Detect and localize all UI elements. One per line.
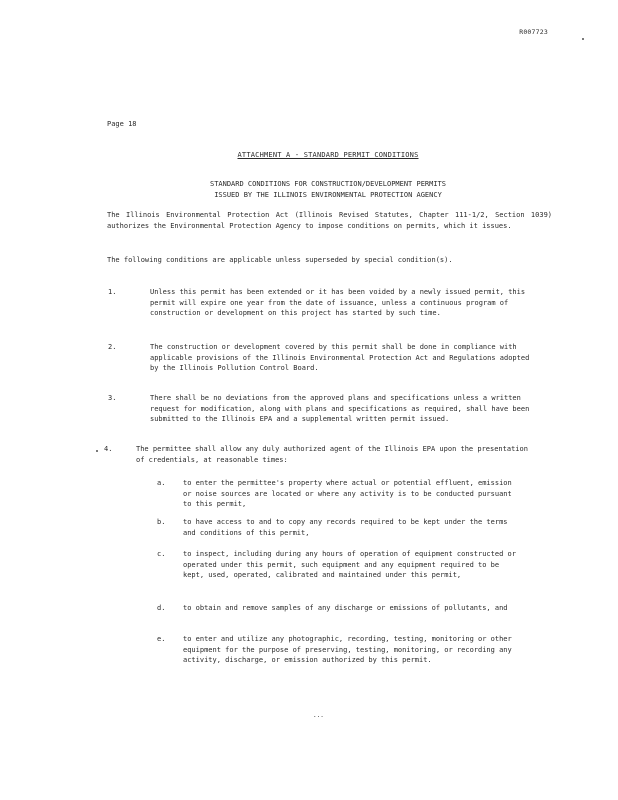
- attachment-title: ATTACHMENT A - STANDARD PERMIT CONDITIONS: [237, 151, 419, 159]
- condition-number: 2.: [108, 343, 117, 351]
- subitem-text: to enter the permittee's property where actual or potential effluent, emission or noise sources are located or where any activity is to be conducted pursuant to this permit,: [183, 479, 512, 508]
- subitem-letter: e.: [157, 635, 166, 643]
- subitem-letter: d.: [157, 604, 166, 612]
- subitem-letter: a.: [157, 479, 166, 487]
- standard-conditions-title: [108, 179, 548, 200]
- subitem-text: to have access to and to copy any records required to be kept under the terms and conditions of this permit,: [183, 518, 508, 537]
- subitem-text: to inspect, including during any hours of operation of equipment constructed or operated under this permit, such equipment and any equipment required to be kept, used, operated, calibrated and maintained under this permit,: [183, 550, 516, 579]
- footer-mark: ...: [313, 712, 324, 719]
- lead-paragraph: The following conditions are applicable unless superseded by special condition(s).: [107, 256, 453, 264]
- subitem-letter: c.: [157, 550, 166, 558]
- condition-number: 4.: [104, 445, 113, 453]
- condition-number: 3.: [108, 394, 117, 402]
- standard-title-line1: STANDARD CONDITIONS FOR CONSTRUCTION/DEVELOPMENT PERMITS: [209, 180, 446, 188]
- condition-text: Unless this permit has been extended or it has been voided by a newly issued permit, this permit will expire one year from the date of issuance, unless a continuous program of construction or development on this project has started by such time.: [150, 288, 526, 317]
- condition-text: The permittee shall allow any duly authorized agent of the Illinois EPA upon the presentation of credentials, at reasonable times:: [136, 445, 528, 464]
- scan-speck: [96, 450, 98, 452]
- condition-text: There shall be no deviations from the approved plans and specifications unless a written request for modification, along with plans and specifications as required, shall have been submitted to the Illinois EPA and a supplemental written permit issued.: [150, 394, 530, 423]
- standard-title-line2: ISSUED BY THE ILLINOIS ENVIRONMENTAL PROTECTION AGENCY: [214, 190, 442, 199]
- intro-paragraph: The Illinois Environmental Protection Act (Illinois Revised Statutes, Chapter 111-1/2, Section 1039) authorizes the Environmental Protection Agency to impose conditions on permits, which it issues.: [107, 211, 552, 230]
- subitem-text: to obtain and remove samples of any discharge or emissions of pollutants, and: [183, 604, 508, 612]
- condition-text: The construction or development covered by this permit shall be done in compliance with applicable provisions of the Illinois Environmental Protection Act and Regulations adopted by the Illinois Pollution Control Board.: [150, 343, 530, 372]
- page-number: Page 18: [107, 120, 137, 128]
- condition-number: 1.: [108, 288, 117, 296]
- subitem-letter: b.: [157, 518, 166, 526]
- subitem-text: to enter and utilize any photographic, recording, testing, monitoring or other equipment for the purpose of preserving, testing, monitoring, or recording any activity, discharge, or emission authorized by this permit.: [183, 635, 512, 664]
- scan-speck: [582, 38, 584, 40]
- document-id: R007723: [519, 28, 548, 36]
